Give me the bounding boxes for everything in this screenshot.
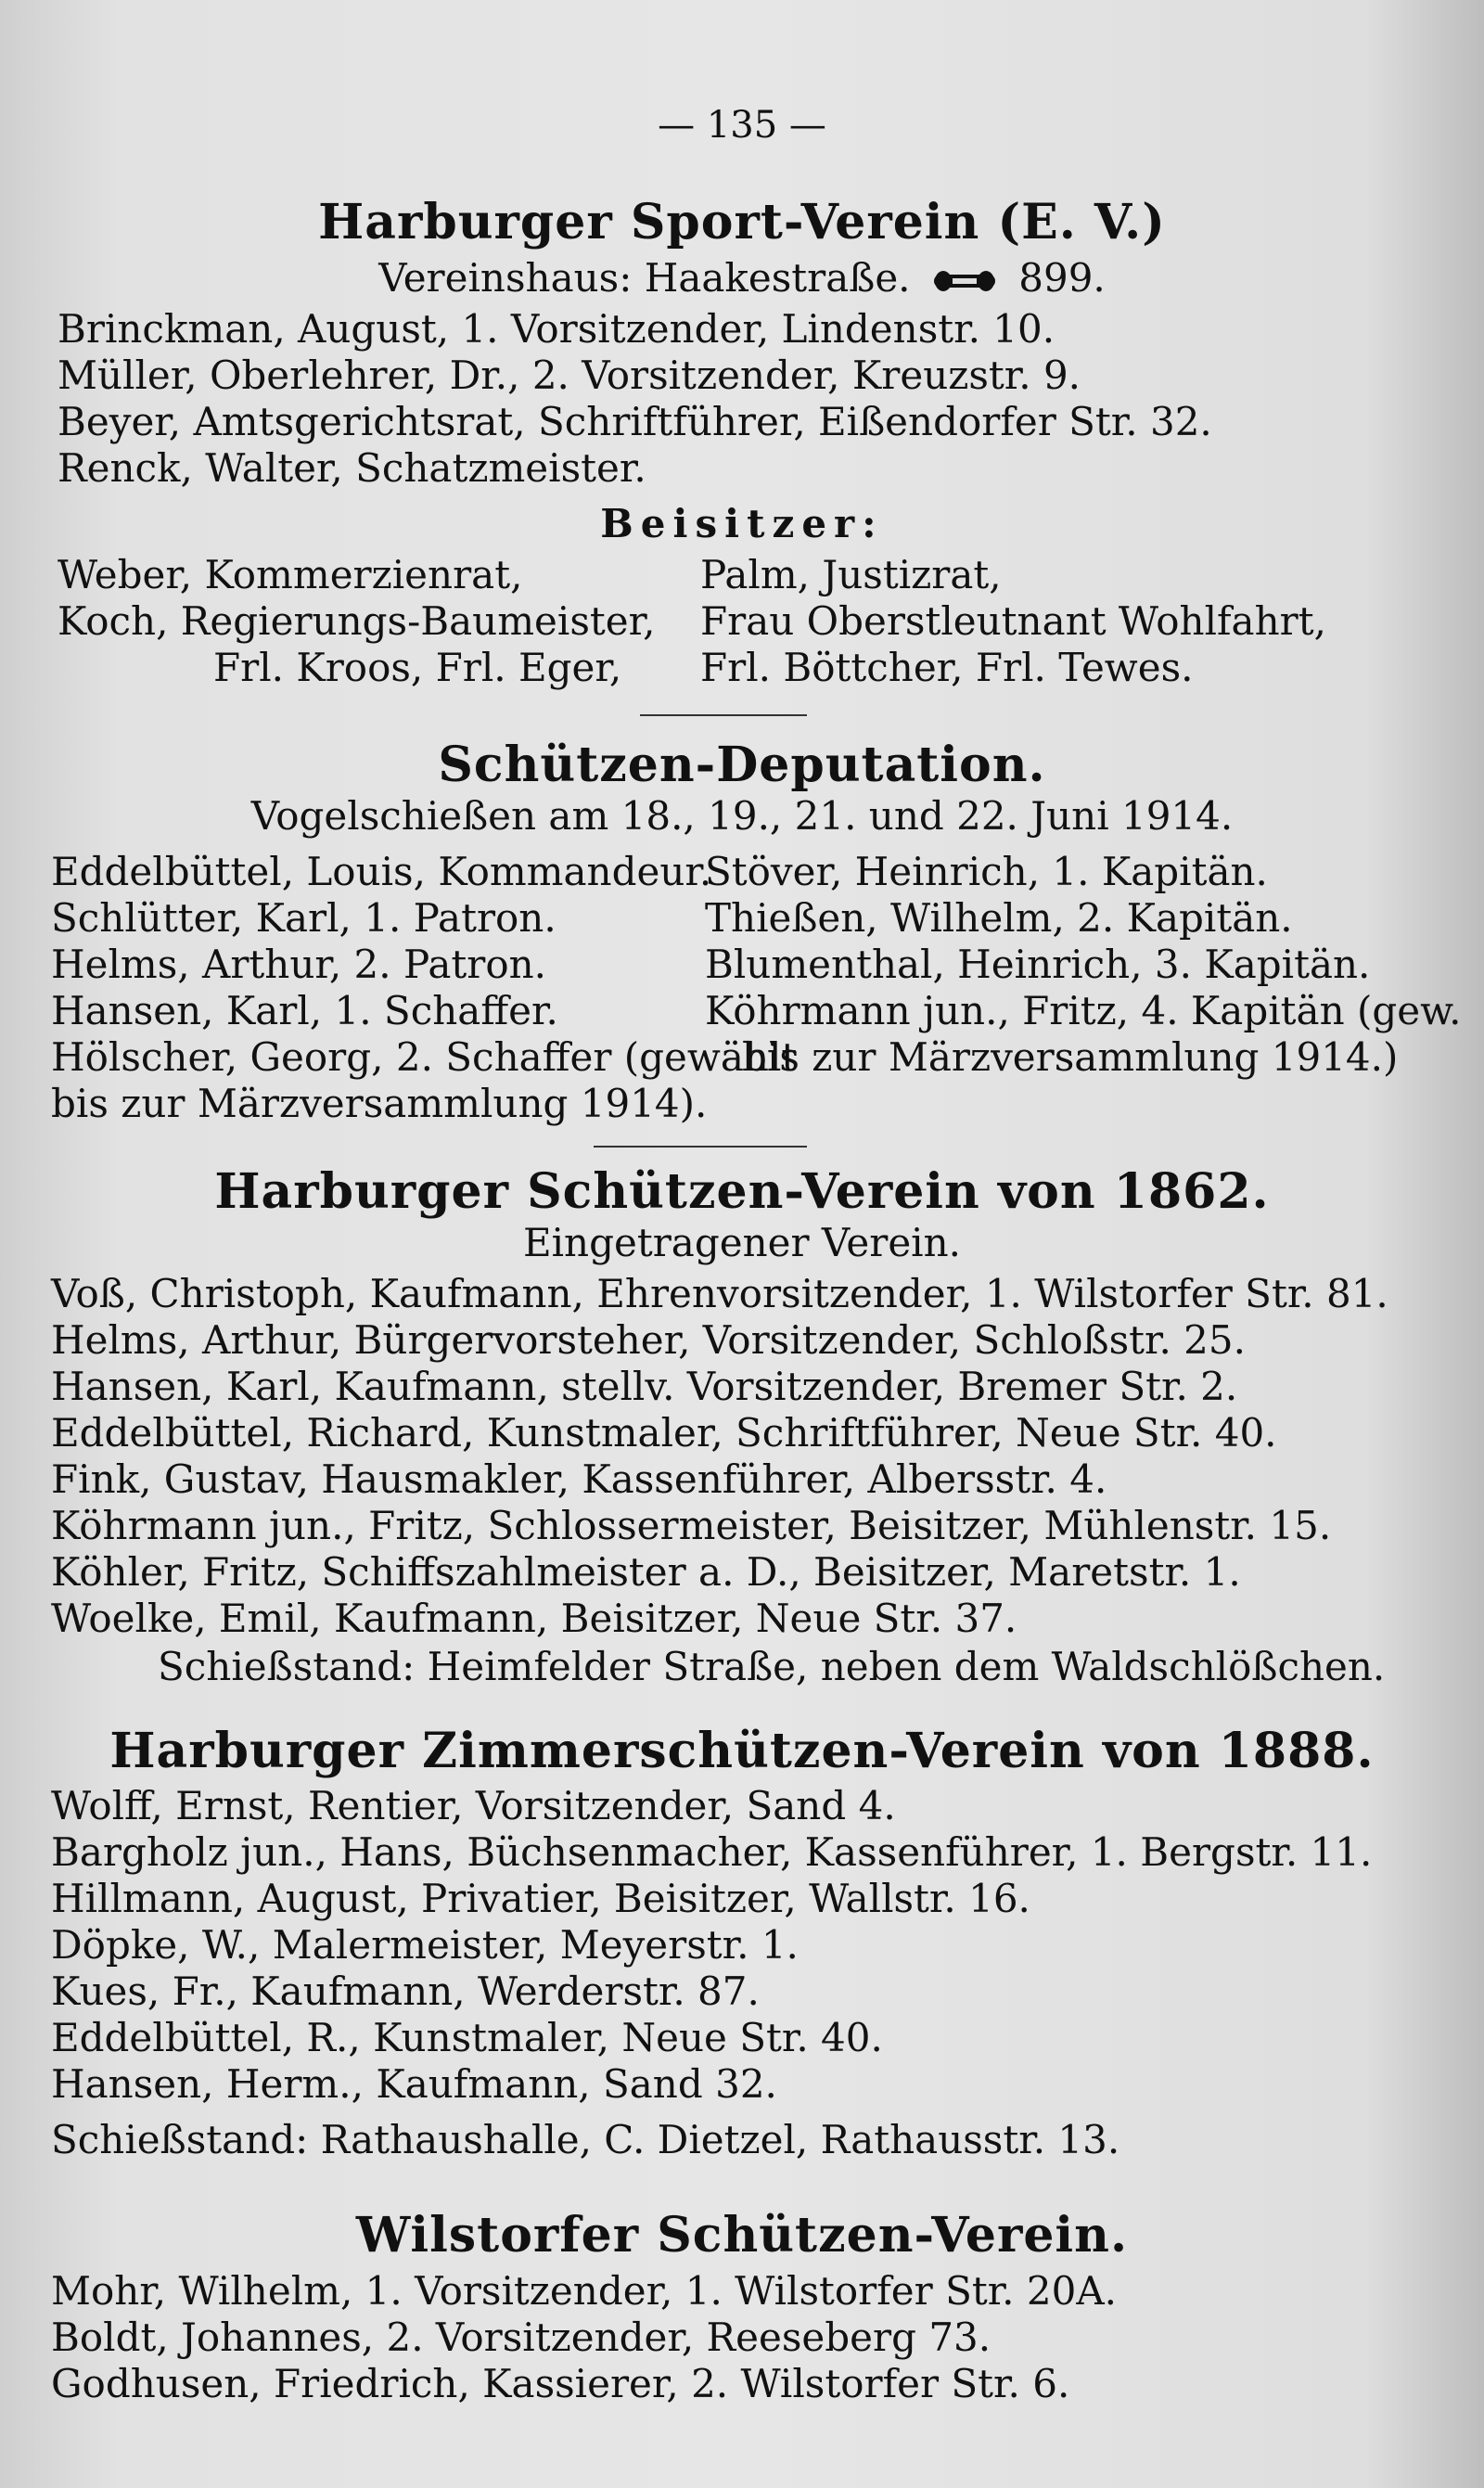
verein-1862-member: Woelke, Emil, Kaufmann, Beisitzer, Neue Str. 37. [51, 1596, 1017, 1641]
deputation-subtitle: Vogelschießen am 18., 19., 21. und 22. Juni 1914. [250, 793, 1234, 839]
sport-member-line: Beyer, Amtsgerichtsrat, Schriftführer, Eißendorfer Str. 32. [58, 399, 1212, 444]
deputation-right-line: Thießen, Wilhelm, 2. Kapitän. [705, 895, 1293, 941]
deputation-right-line: bis zur Märzversammlung 1914.) [742, 1034, 1399, 1080]
verein-1862-subtitle: Eingetragener Verein. [522, 1220, 962, 1265]
verein-1862-schiessstand: Schießstand: Heimfelder Straße, neben dem Waldschlößchen. [158, 1644, 1386, 1689]
deputation-left-line: Hölscher, Georg, 2. Schaffer (gewählt [51, 1034, 798, 1080]
beisitzer-left: Frl. Kroos, Frl. Eger, [213, 645, 622, 690]
beisitzer-right: Frl. Böttcher, Frl. Tewes. [700, 645, 1194, 690]
verein-1862-member: Helms, Arthur, Bürgervorsteher, Vorsitzender, Schloßstr. 25. [51, 1317, 1246, 1363]
beisitzer-left: Weber, Kommerzienrat, [58, 552, 523, 597]
vereinshaus-text: Vereinshaus: Haakestraße. [378, 255, 911, 301]
deputation-left-line: Helms, Arthur, 2. Patron. [51, 942, 547, 987]
zimmer-member: Eddelbüttel, R., Kunstmaler, Neue Str. 40. [51, 2015, 883, 2060]
zimmer-member: Döpke, W., Malermeister, Meyerstr. 1. [51, 1922, 799, 1968]
verein-1862-member: Hansen, Karl, Kaufmann, stellv. Vorsitzender, Bremer Str. 2. [51, 1364, 1238, 1409]
verein-1862-member: Fink, Gustav, Hausmakler, Kassenführer, Albersstr. 4. [51, 1456, 1107, 1502]
verein-1862-member: Eddelbüttel, Richard, Kunstmaler, Schriftführer, Neue Str. 40. [51, 1410, 1277, 1456]
sport-member-line: Renck, Walter, Schatzmeister. [58, 445, 646, 491]
deputation-left-line: Hansen, Karl, 1. Schaffer. [51, 988, 558, 1033]
wilstorfer-member: Boldt, Johannes, 2. Vorsitzender, Reeseberg 73. [51, 2315, 991, 2360]
sport-verein-title: Harburger Sport-Verein (E. V.) [318, 194, 1166, 250]
wilstorfer-verein-title: Wilstorfer Schützen-Verein. [355, 2207, 1129, 2264]
page-number: — 135 — [658, 104, 826, 147]
telephone-icon [932, 269, 997, 293]
beisitzer-right: Frau Oberstleutnant Wohlfahrt, [700, 598, 1326, 644]
zimmer-schiessstand: Schießstand: Rathaushalle, C. Dietzel, Rathausstr. 13. [51, 2117, 1120, 2162]
verein-1862-member: Köhrmann jun., Fritz, Schlossermeister, Beisitzer, Mühlenstr. 15. [51, 1503, 1332, 1548]
beisitzer-label: Beisitzer: [600, 501, 884, 546]
deputation-left-line: bis zur Märzversammlung 1914). [51, 1081, 708, 1126]
zimmer-member: Wolff, Ernst, Rentier, Vorsitzender, Sand 4. [51, 1783, 896, 1828]
beisitzer-right: Palm, Justizrat, [700, 552, 1002, 597]
verein-1862-member: Köhler, Fritz, Schiffszahlmeister a. D., Beisitzer, Maretstr. 1. [51, 1549, 1241, 1595]
deputation-right-line: Blumenthal, Heinrich, 3. Kapitän. [705, 942, 1371, 987]
deputation-right-line: Stöver, Heinrich, 1. Kapitän. [705, 849, 1268, 894]
beisitzer-left: Koch, Regierungs-Baumeister, [58, 598, 656, 644]
zimmer-member: Kues, Fr., Kaufmann, Werderstr. 87. [51, 1969, 760, 2014]
deputation-left-line: Schlütter, Karl, 1. Patron. [51, 895, 556, 941]
verein-1862-title: Harburger Schützen-Verein von 1862. [214, 1163, 1270, 1220]
deputation-right-line: Köhrmann jun., Fritz, 4. Kapitän (gew. [705, 988, 1462, 1033]
verein-1862-member: Voß, Christoph, Kaufmann, Ehrenvorsitzender, 1. Wilstorfer Str. 81. [51, 1271, 1388, 1316]
deputation-title: Schützen-Deputation. [438, 737, 1046, 793]
sport-member-line: Brinckman, August, 1. Vorsitzender, Lindenstr. 10. [58, 306, 1055, 352]
zimmer-verein-title: Harburger Zimmerschützen-Verein von 1888. [109, 1723, 1375, 1779]
deputation-left-line: Eddelbüttel, Louis, Kommandeur. [51, 849, 712, 894]
sport-member-line: Müller, Oberlehrer, Dr., 2. Vorsitzender, Kreuzstr. 9. [58, 353, 1081, 398]
wilstorfer-member: Godhusen, Friedrich, Kassierer, 2. Wilstorfer Str. 6. [51, 2361, 1070, 2406]
sport-vereinshaus [0, 255, 1484, 301]
section-divider [640, 714, 807, 716]
zimmer-member: Hillmann, August, Privatier, Beisitzer, Wallstr. 16. [51, 1876, 1030, 1921]
wilstorfer-member: Mohr, Wilhelm, 1. Vorsitzender, 1. Wilstorfer Str. 20A. [51, 2268, 1118, 2314]
zimmer-member: Hansen, Herm., Kaufmann, Sand 32. [51, 2061, 777, 2107]
zimmer-member: Bargholz jun., Hans, Büchsenmacher, Kassenführer, 1. Bergstr. 11. [51, 1829, 1373, 1875]
phone-number: 899. [1018, 255, 1106, 301]
section-divider [594, 1146, 807, 1148]
